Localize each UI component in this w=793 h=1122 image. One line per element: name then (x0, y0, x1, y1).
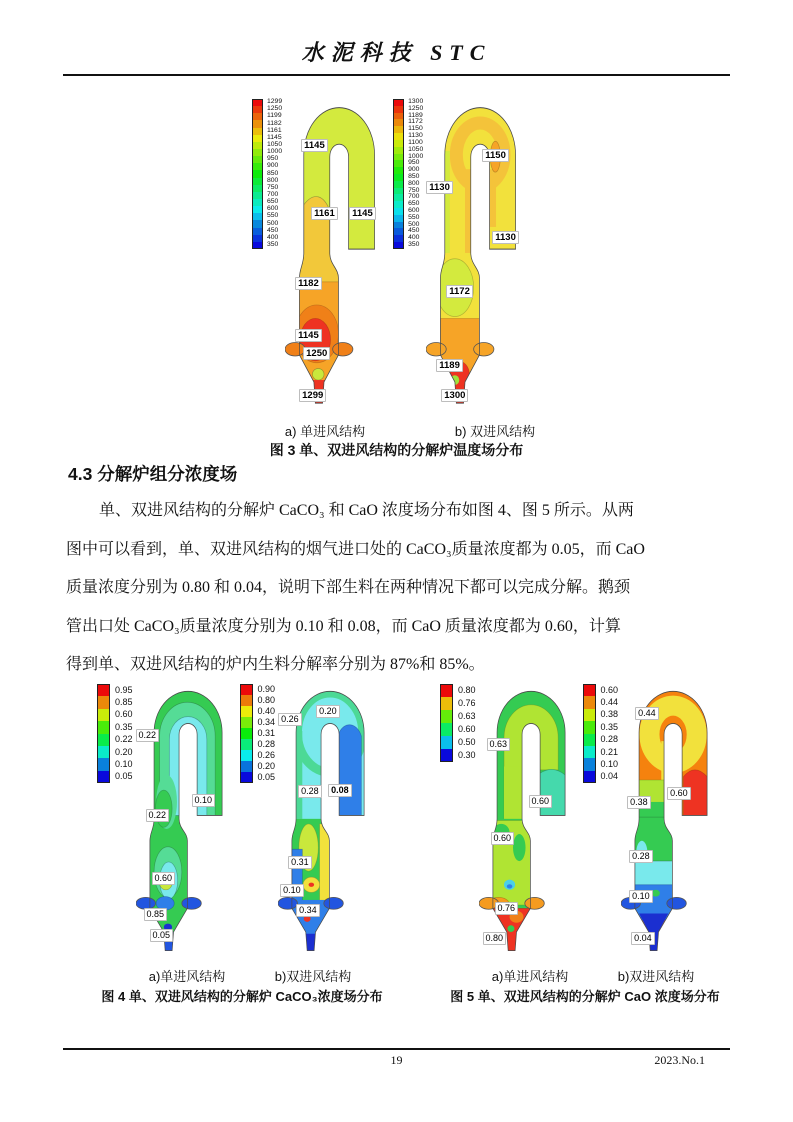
colorbar-value: 350 (267, 240, 279, 248)
fig4-panel-double-inlet (240, 682, 379, 954)
header-rule (63, 74, 730, 76)
colorbar-entry (97, 696, 133, 708)
cao-contour-double-inlet (621, 682, 721, 954)
fig4a-colorbar (97, 684, 133, 783)
fig5-caption: 图 5 单、双进风结构的分解炉 CaO 浓度场分布 (450, 989, 720, 1004)
colorbar-swatch (393, 222, 404, 229)
colorbar-value: 500 (267, 219, 279, 227)
contour-label: 0.28 (629, 850, 653, 863)
colorbar-value: 0.38 (600, 709, 619, 720)
contour-label: 1299 (299, 389, 326, 402)
contour-label: 0.22 (146, 809, 170, 822)
colorbar-value: 900 (267, 162, 279, 170)
contour-label: 0.76 (495, 902, 519, 915)
colorbar-value: 1050 (408, 145, 424, 153)
contour-label: 0.10 (280, 884, 304, 897)
colorbar-swatch (252, 192, 263, 199)
figure-4-caco3-contours (97, 682, 387, 1004)
fig3-caption: 图 3 单、双进风结构的分解炉温度场分布 (269, 442, 524, 458)
colorbar-value: 600 (408, 207, 420, 214)
colorbar-value: 0.60 (115, 709, 133, 720)
colorbar-entry (440, 749, 476, 762)
fig3b-colorbar (393, 99, 423, 249)
colorbar-swatch (252, 149, 263, 156)
fig5-sublabel-a: a)单进风结构 (491, 969, 569, 984)
contour-label: 1145 (349, 207, 376, 220)
colorbar-entry (240, 750, 276, 761)
colorbar-swatch (393, 174, 404, 181)
colorbar-entry (583, 709, 619, 721)
cao-contour-single-inlet (479, 682, 579, 954)
contour-label: 1182 (295, 277, 322, 290)
colorbar-entry (583, 771, 619, 783)
colorbar-swatch (252, 220, 263, 227)
colorbar-value: 0.28 (600, 734, 619, 745)
fig5a-colorbar (440, 684, 476, 762)
colorbar-swatch (252, 142, 263, 149)
colorbar-value: 450 (408, 227, 420, 235)
contour-label: 0.22 (136, 729, 160, 742)
colorbar-swatch (252, 242, 263, 249)
colorbar-swatch (240, 739, 253, 750)
contour-label: 1250 (303, 347, 330, 360)
contour-label: 0.80 (483, 932, 507, 945)
contour-label: 0.63 (487, 738, 511, 751)
colorbar-swatch (393, 126, 404, 133)
colorbar-entry (97, 771, 133, 783)
temperature-contour-single-inlet (285, 97, 389, 407)
contour-label: 1130 (492, 231, 519, 244)
colorbar-swatch (393, 228, 404, 235)
colorbar-swatch (252, 228, 263, 235)
fig4b-colorbar (240, 684, 276, 783)
colorbar-entry (240, 706, 276, 717)
colorbar-swatch (583, 734, 596, 746)
colorbar-swatch (440, 736, 453, 749)
colorbar-swatch (393, 208, 404, 215)
contour-label: 1150 (482, 149, 509, 162)
colorbar-swatch (97, 721, 110, 733)
colorbar-entry (97, 684, 133, 696)
colorbar-entry (240, 761, 276, 772)
colorbar-value: 0.20 (257, 761, 276, 771)
page-number: 19 (390, 1053, 403, 1067)
colorbar-swatch (583, 709, 596, 721)
contour-label: 0.60 (152, 872, 176, 885)
colorbar-entry (240, 684, 276, 695)
colorbar-value: 750 (267, 183, 279, 191)
colorbar-value: 800 (267, 176, 279, 184)
colorbar-value: 0.60 (600, 684, 619, 695)
fig5-sublabel-b: b)双进风结构 (617, 969, 695, 984)
colorbar-swatch (97, 758, 110, 770)
contour-label: 0.10 (629, 890, 653, 903)
colorbar-value: 1182 (267, 119, 282, 127)
colorbar-value: 0.20 (115, 746, 133, 757)
colorbar-swatch (240, 750, 253, 761)
fig5a-plot (479, 682, 579, 954)
contour-label: 1189 (436, 359, 463, 372)
colorbar-value: 0.30 (458, 750, 476, 760)
fig3b-plot (426, 97, 530, 407)
colorbar-value: 950 (267, 155, 279, 163)
colorbar-swatch (252, 120, 263, 127)
contour-label: 0.60 (667, 787, 691, 800)
contour-label: 1145 (301, 139, 328, 152)
colorbar-value: 500 (408, 220, 420, 228)
colorbar-entry (97, 734, 133, 746)
figure-3-temperature-contours (252, 97, 530, 407)
contour-label: 0.28 (298, 785, 322, 798)
colorbar-value: 1150 (408, 125, 423, 133)
colorbar-value: 650 (408, 200, 420, 208)
colorbar-entry (440, 697, 476, 710)
contour-label: 0.60 (529, 795, 553, 808)
colorbar-value: 750 (408, 186, 420, 194)
colorbar-entry (97, 709, 133, 721)
fig4-caption: 图 4 单、双进风结构的分解炉 CaCO₃浓度场分布 (101, 989, 383, 1004)
paragraph-line: 管出口处 CaCO₃质量浓度分别为 0.10 和 0.08，而 CaO 质量浓度都为 0.60，计算 (66, 617, 621, 635)
colorbar-value: 450 (267, 226, 279, 234)
colorbar-value: 1100 (408, 138, 423, 146)
colorbar-value: 0.80 (257, 695, 276, 705)
colorbar-swatch (252, 170, 263, 177)
colorbar-value: 0.90 (257, 684, 276, 694)
colorbar-value: 0.80 (458, 685, 476, 695)
colorbar-entry (440, 710, 476, 723)
fig4-panel-single-inlet (97, 682, 236, 954)
colorbar-value: 950 (408, 159, 420, 167)
colorbar-swatch (97, 771, 110, 783)
colorbar-value: 1145 (267, 133, 282, 141)
fig3a-plot (285, 97, 389, 407)
contour-label: 0.31 (288, 856, 312, 869)
contour-label: 0.05 (150, 929, 174, 942)
colorbar-swatch (583, 758, 596, 770)
colorbar-swatch (393, 188, 404, 195)
colorbar-swatch (583, 696, 596, 708)
colorbar-swatch (393, 140, 404, 147)
colorbar-value: 0.76 (458, 698, 476, 708)
fig3-panel-double-inlet (393, 97, 530, 407)
fig5-panel-double-inlet (583, 682, 722, 954)
colorbar-entry (583, 746, 619, 758)
colorbar-entry (97, 746, 133, 758)
figure-5-cao-contours (440, 682, 730, 1004)
temperature-contour-double-inlet (426, 97, 530, 407)
colorbar-value: 1250 (408, 104, 424, 112)
colorbar-value: 900 (408, 166, 420, 174)
colorbar-swatch (393, 201, 404, 208)
fig4b-plot (278, 682, 378, 954)
colorbar-entry (583, 684, 619, 696)
colorbar-value: 0.40 (257, 706, 276, 716)
contour-label: 1130 (426, 181, 453, 194)
colorbar-value: 0.34 (257, 717, 276, 727)
colorbar-entry (240, 772, 276, 783)
colorbar-entry (583, 721, 619, 733)
colorbar-value: 1189 (408, 111, 423, 119)
contour-label: 1145 (295, 329, 322, 342)
fig3-sublabel-b: b) 双进风结构 (454, 424, 536, 439)
colorbar-swatch (252, 206, 263, 213)
colorbar-value: 0.35 (115, 721, 133, 732)
colorbar-value: 700 (267, 191, 279, 198)
paragraph-line: 得到单、双进风结构的炉内生料分解率分别为 87%和 85%。 (66, 656, 485, 673)
colorbar-entry (440, 736, 476, 749)
colorbar-swatch (97, 734, 110, 746)
paragraph-line: 单、双进风结构的分解炉 CaCO₃ 和 CaO 浓度场分布如图 4、图 5 所示。从两 (99, 502, 634, 519)
body-paragraph (66, 492, 730, 685)
contour-label: 0.44 (635, 707, 659, 720)
colorbar-swatch (393, 119, 404, 126)
colorbar-value: 1050 (267, 141, 283, 149)
colorbar-entry (583, 734, 619, 746)
fig4-sublabel-b: b)双进风结构 (274, 969, 352, 984)
colorbar-value: 0.22 (115, 734, 133, 745)
colorbar-value: 0.63 (458, 711, 476, 721)
colorbar-entry (252, 242, 282, 249)
colorbar-swatch (252, 178, 263, 185)
colorbar-value: 700 (408, 193, 420, 201)
colorbar-entry (440, 684, 476, 697)
colorbar-value: 400 (267, 233, 279, 241)
fig3-sublabel-a: a) 单进风结构 (284, 424, 366, 439)
colorbar-value: 550 (408, 213, 420, 221)
colorbar-value: 0.31 (257, 728, 276, 738)
colorbar-value: 0.04 (600, 771, 619, 782)
caco3-contour-single-inlet (136, 682, 236, 954)
contour-label: 0.04 (631, 932, 655, 945)
contour-label: 0.38 (627, 796, 651, 809)
contour-label: 0.10 (192, 794, 216, 807)
fig5b-plot (621, 682, 721, 954)
colorbar-swatch (440, 710, 453, 723)
contour-label: 0.26 (278, 713, 302, 726)
contour-label: 0.08 (328, 784, 352, 797)
colorbar-value: 0.95 (115, 684, 133, 695)
colorbar-value: 0.28 (257, 739, 276, 749)
contour-label: 1161 (311, 207, 338, 220)
colorbar-swatch (97, 684, 110, 696)
colorbar-swatch (97, 696, 110, 708)
colorbar-swatch (393, 194, 404, 201)
colorbar-value: 650 (267, 198, 279, 206)
colorbar-value: 350 (408, 241, 420, 249)
colorbar-swatch (240, 717, 253, 728)
colorbar-value: 0.10 (600, 759, 619, 770)
colorbar-swatch (252, 199, 263, 206)
colorbar-swatch (252, 99, 263, 106)
colorbar-swatch (240, 684, 253, 695)
colorbar-swatch (583, 771, 596, 783)
colorbar-swatch (240, 706, 253, 717)
colorbar-entry (97, 721, 133, 733)
fig5b-colorbar (583, 684, 619, 783)
colorbar-swatch (97, 709, 110, 721)
colorbar-swatch (393, 235, 404, 242)
colorbar-swatch (393, 147, 404, 154)
colorbar-swatch (252, 113, 263, 120)
fig3-panel-single-inlet (252, 97, 389, 407)
colorbar-value: 0.10 (115, 759, 133, 770)
paragraph-line: 图中可以看到，单、双进风结构的烟气进口处的 CaCO₃质量浓度都为 0.05，而 CaO (66, 540, 645, 558)
colorbar-entry (240, 739, 276, 750)
colorbar-swatch (252, 235, 263, 242)
colorbar-value: 0.35 (600, 721, 619, 732)
colorbar-value: 0.05 (115, 771, 133, 782)
colorbar-swatch (583, 721, 596, 733)
colorbar-swatch (393, 99, 404, 106)
colorbar-value: 0.85 (115, 697, 133, 708)
contour-label: 1172 (446, 285, 473, 298)
colorbar-value: 1199 (267, 112, 282, 120)
colorbar-value: 1130 (408, 132, 423, 140)
colorbar-entry (97, 758, 133, 770)
section-heading: 4.3 分解炉组分浓度场 (68, 464, 238, 484)
colorbar-entry (440, 723, 476, 736)
colorbar-entry (393, 242, 423, 249)
colorbar-swatch (97, 746, 110, 758)
colorbar-value: 850 (267, 169, 279, 177)
colorbar-value: 1300 (408, 98, 424, 105)
issue-number: 2023.No.1 (654, 1053, 705, 1067)
colorbar-swatch (583, 684, 596, 696)
colorbar-swatch (240, 772, 253, 783)
colorbar-value: 0.50 (458, 737, 476, 747)
colorbar-value: 400 (408, 234, 420, 242)
colorbar-swatch (240, 695, 253, 706)
colorbar-entry (240, 717, 276, 728)
colorbar-swatch (240, 761, 253, 772)
contour-label: 0.60 (491, 832, 515, 845)
colorbar-entry (240, 728, 276, 739)
colorbar-value: 0.60 (458, 724, 476, 734)
colorbar-value: 1250 (267, 105, 283, 113)
colorbar-value: 550 (267, 212, 279, 220)
contour-label: 0.20 (316, 705, 340, 718)
colorbar-value: 0.26 (257, 750, 276, 760)
colorbar-swatch (393, 181, 404, 188)
colorbar-swatch (393, 242, 404, 249)
colorbar-swatch (440, 749, 453, 762)
colorbar-swatch (240, 728, 253, 739)
colorbar-swatch (583, 746, 596, 758)
colorbar-swatch (393, 113, 404, 120)
colorbar-value: 1299 (267, 98, 283, 106)
colorbar-swatch (440, 684, 453, 697)
colorbar-entry (583, 758, 619, 770)
contour-label: 1300 (441, 389, 468, 402)
colorbar-value: 0.05 (257, 772, 276, 782)
colorbar-swatch (393, 215, 404, 222)
colorbar-swatch (252, 185, 263, 192)
footer-rule (63, 1048, 730, 1050)
colorbar-swatch (252, 135, 263, 142)
fig4-sublabel-a: a)单进风结构 (148, 969, 226, 984)
colorbar-value: 1172 (408, 118, 423, 126)
contour-label: 0.85 (144, 908, 168, 921)
colorbar-value: 850 (408, 172, 420, 180)
colorbar-swatch (393, 160, 404, 167)
colorbar-swatch (252, 213, 263, 220)
contour-label: 0.34 (296, 904, 320, 917)
colorbar-value: 1161 (267, 126, 282, 134)
fig3a-colorbar (252, 99, 282, 249)
colorbar-swatch (393, 133, 404, 140)
colorbar-swatch (393, 167, 404, 174)
colorbar-value: 1000 (408, 152, 424, 160)
colorbar-value: 0.21 (600, 746, 619, 757)
colorbar-entry (583, 696, 619, 708)
colorbar-value: 600 (267, 205, 279, 213)
colorbar-swatch (252, 128, 263, 135)
fig5-panel-single-inlet (440, 682, 579, 954)
colorbar-swatch (393, 106, 404, 113)
colorbar-value: 0.44 (600, 697, 619, 708)
fig4a-plot (136, 682, 236, 954)
colorbar-swatch (252, 156, 263, 163)
colorbar-swatch (252, 106, 263, 113)
colorbar-value: 1000 (267, 148, 283, 156)
colorbar-swatch (440, 723, 453, 736)
colorbar-entry (240, 695, 276, 706)
journal-title: 水泥科技 STC (301, 40, 492, 65)
colorbar-swatch (252, 163, 263, 170)
colorbar-swatch (393, 154, 404, 161)
colorbar-value: 800 (408, 179, 420, 187)
caco3-contour-double-inlet (278, 682, 378, 954)
colorbar-swatch (440, 697, 453, 710)
paragraph-line: 质量浓度分别为 0.80 和 0.04，说明下部生料在两种情况下都可以完成分解。鹅颈 (66, 579, 631, 596)
